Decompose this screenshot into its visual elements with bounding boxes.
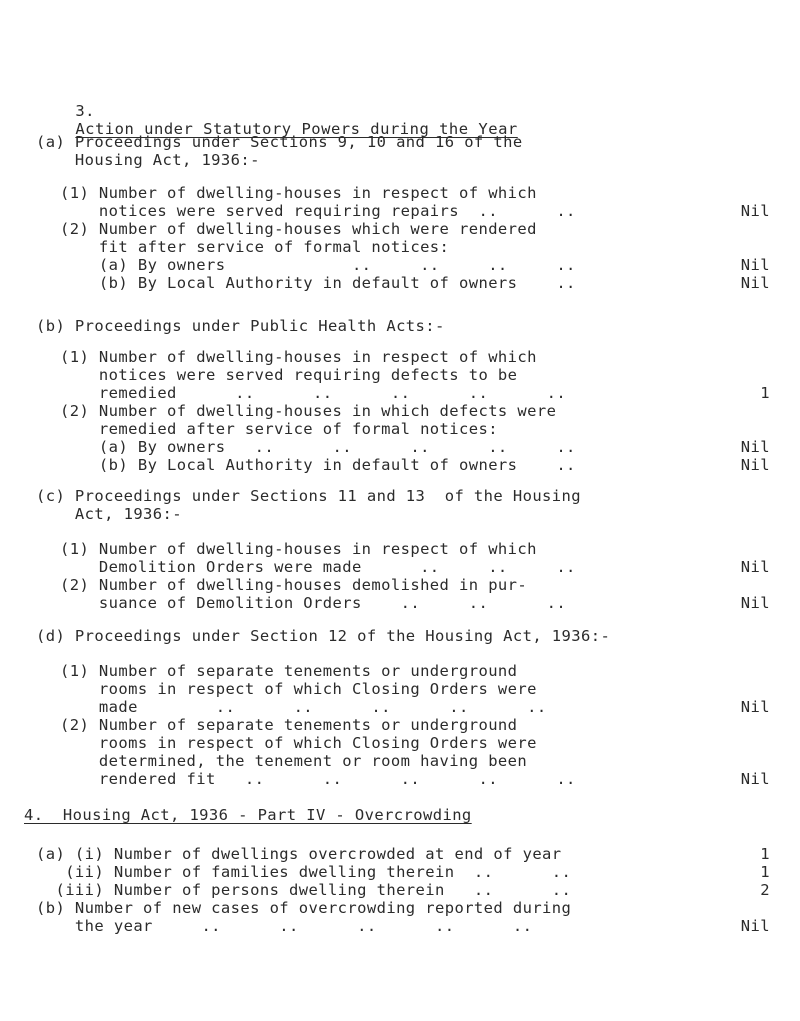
- section-a-line-1: (a) Proceedings under Sections 9, 10 and 16 of the: [36, 133, 523, 151]
- b1-line-1: (1) Number of dwelling-houses in respect of which: [60, 348, 537, 366]
- b2-line-1: (2) Number of dwelling-houses in which defects were: [60, 402, 557, 420]
- section-c-line-2: Act, 1936:-: [36, 505, 182, 523]
- heading-title: Action under Statutory Powers during the Year: [75, 120, 518, 138]
- a1-line-2: notices were served requiring repairs .. ..: [60, 202, 576, 220]
- part4-row-1: (a) (i) Number of dwellings overcrowded at end of year: [36, 845, 562, 863]
- a2a-value: Nil: [740, 256, 770, 274]
- part4-row-5: the year .. .. .. .. ..: [36, 917, 533, 935]
- d2-line-1: (2) Number of separate tenements or underground: [60, 716, 518, 734]
- b2b-value: Nil: [740, 456, 770, 474]
- d1-value: Nil: [740, 698, 770, 716]
- a2b-line: (b) By Local Authority in default of owners ..: [60, 274, 576, 292]
- a1-line-1: (1) Number of dwelling-houses in respect of which: [60, 184, 537, 202]
- d2-line-4: rendered fit .. .. .. .. ..: [60, 770, 576, 788]
- part4-row-3: (iii) Number of persons dwelling therein .. ..: [36, 881, 572, 899]
- d1-line-2: rooms in respect of which Closing Orders were: [60, 680, 537, 698]
- c2-line-1: (2) Number of dwelling-houses demolished in pur-: [60, 576, 528, 594]
- c1-line-1: (1) Number of dwelling-houses in respect of which: [60, 540, 537, 558]
- d1-line-3: made .. .. .. .. ..: [60, 698, 547, 716]
- section-b-line-1: (b) Proceedings under Public Health Acts:-: [36, 317, 445, 335]
- c2-value: Nil: [740, 594, 770, 612]
- a2b-value: Nil: [740, 274, 770, 292]
- c1-line-2: Demolition Orders were made .. .. ..: [60, 558, 576, 576]
- part4-row-2: (ii) Number of families dwelling therein .. ..: [36, 863, 572, 881]
- part4-row-2-value: 1: [760, 863, 770, 881]
- a2-line-2: fit after service of formal notices:: [60, 238, 450, 256]
- c1-value: Nil: [740, 558, 770, 576]
- b1-line-2: notices were served requiring defects to be: [60, 366, 518, 384]
- b1-line-3: remedied .. .. .. .. ..: [60, 384, 567, 402]
- part4-heading: 4. Housing Act, 1936 - Part IV - Overcrowding: [24, 806, 472, 824]
- heading-number: 3.: [75, 102, 95, 120]
- section-a-line-2: Housing Act, 1936:-: [36, 151, 260, 169]
- part4-row-5-value: Nil: [740, 917, 770, 935]
- part4-row-1-value: 1: [760, 845, 770, 863]
- a1-value: Nil: [740, 202, 770, 220]
- part4-row-3-value: 2: [760, 881, 770, 899]
- part4-row-4: (b) Number of new cases of overcrowding reported during: [36, 899, 572, 917]
- b2b-line: (b) By Local Authority in default of owners ..: [60, 456, 576, 474]
- d1-line-1: (1) Number of separate tenements or underground: [60, 662, 518, 680]
- d2-line-3: determined, the tenement or room having been: [60, 752, 528, 770]
- section-d-line-1: (d) Proceedings under Section 12 of the Housing Act, 1936:-: [36, 627, 611, 645]
- a2-line-1: (2) Number of dwelling-houses which were rendered: [60, 220, 537, 238]
- section-c-line-1: (c) Proceedings under Sections 11 and 13 of the Housing: [36, 487, 581, 505]
- a2a-line: (a) By owners .. .. .. ..: [60, 256, 576, 274]
- b2a-value: Nil: [740, 438, 770, 456]
- b2-line-2: remedied after service of formal notices:: [60, 420, 498, 438]
- c2-line-2: suance of Demolition Orders .. .. ..: [60, 594, 567, 612]
- b2a-line: (a) By owners .. .. .. .. ..: [60, 438, 576, 456]
- b1-value: 1: [760, 384, 770, 402]
- d2-value: Nil: [740, 770, 770, 788]
- d2-line-2: rooms in respect of which Closing Orders were: [60, 734, 537, 752]
